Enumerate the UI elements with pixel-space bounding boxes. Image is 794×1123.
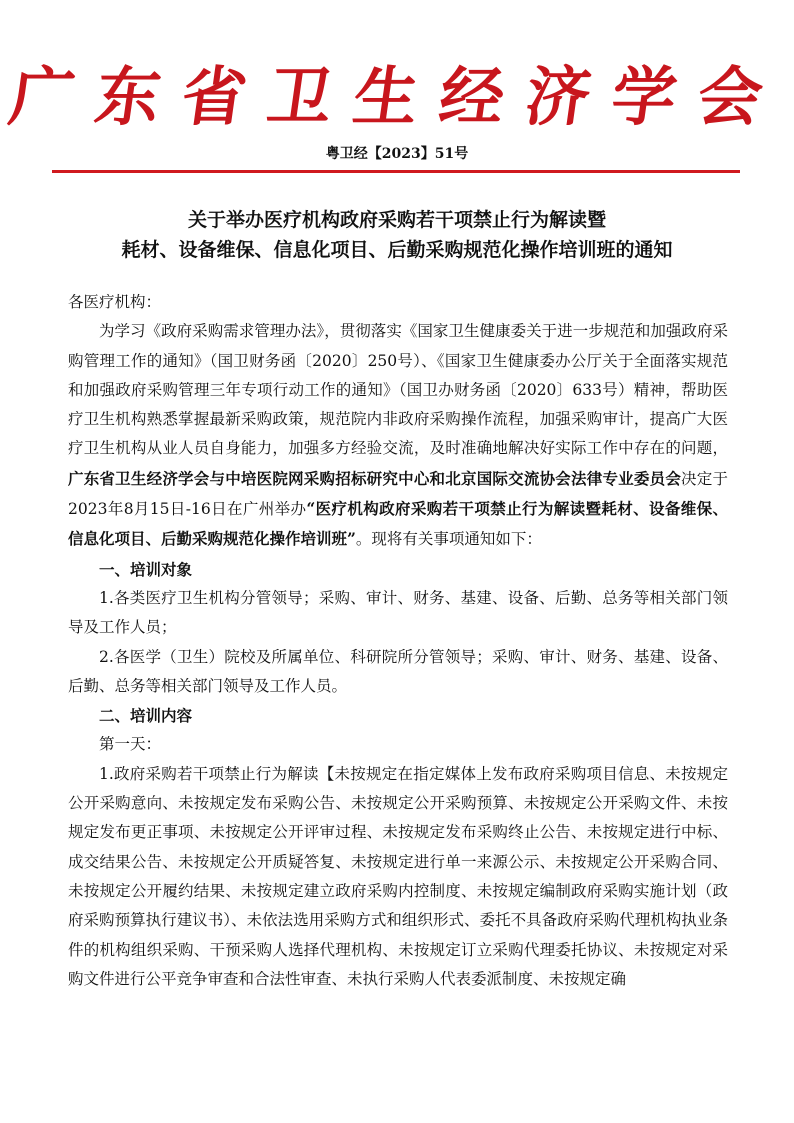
intro-paragraph <box>68 317 728 554</box>
intro-text-3: 。现将有关事项通知如下： <box>355 530 542 549</box>
content-item-1: 1.政府采购若干项禁止行为解读【未按规定在指定媒体上发布政府采购项目信息、未按规定公开采购意向、未按规定发布采购公告、未按规定公开采购预算、未按规定公开采购文件、未按规定发布更正事项、未按规定公开评审过程、未按规定发布采购终止公告、未按规定进行中标、成交结果公告、未按规定公开质疑答复、未按规定进行单一来源公示、未按规定公开采购合同、未按规定公开履约结果、未按规定建立政府采购内控制度、未按规定编制政府采购实施计划（政府采购预算执行建议书）、未依法选用采购方式和组织形式、委托不具备政府采购代理机构执业条件的机构组织采购、干预采购人选择代理机构、未按规定订立采购代理委托协议、未按规定对采购文件进行公平竞争审查和合法性审查、未执行采购人代表委派制度、未按规定确 <box>68 764 728 988</box>
notice-title <box>40 205 754 265</box>
target-item-2: 2.各医学（卫生）院校及所属单位、科研院所分管领导；采购、审计、财务、基建、设备、后勤、总务等相关部门领导及工作人员。 <box>68 647 728 695</box>
day-label: 第一天： <box>99 735 162 754</box>
notice-body <box>68 288 728 994</box>
title-line-2: 耗材、设备维保、信息化项目、后勤采购规范化操作培训班的通知 <box>121 239 673 261</box>
section-heading-2: 二、培训内容 <box>99 706 193 726</box>
intro-text-1: 为学习《政府采购需求管理办法》，贯彻落实《国家卫生健康委关于进一步规范和加强政府采购管理工作的通知》（国卫财务函〔2020〕250号）、《国家卫生健康委办公厅关于全面落实规范和加强政府采购管理三年专项行动工作的通知》（国卫办财务函〔2020〕633号）精神，帮助医疗卫生机构熟悉掌握最新采购政策，规范院内非政府采购操作流程，加强采购审计，提高广大医疗卫生机构从业人员自身能力，加强多方经验交流，及时准确地解决好实际工作中存在的问题， <box>68 322 728 458</box>
target-item-1: 1.各类医疗卫生机构分管领导；采购、审计、财务、基建、设备、后勤、总务等相关部门领导及工作人员； <box>68 588 728 637</box>
salutation: 各医疗机构： <box>68 293 162 311</box>
masthead-title: 广东省卫生经济学会 <box>4 60 790 135</box>
organizer-names: 广东省卫生经济学会与中培医院网采购招标研究中心和北京国际交流协会法律专业委员会 <box>68 468 682 488</box>
red-divider-line <box>52 170 740 173</box>
title-line-1: 关于举办医疗机构政府采购若干项禁止行为解读暨 <box>187 209 606 231</box>
document-number: 粤卫经【2023】51号 <box>325 146 469 162</box>
intro-text-2: 决定于2023年8月15日-16日在广州举办 <box>68 469 728 519</box>
training-name: “医疗机构政府采购若干项禁止行为解读暨耗材、设备维保、信息化项目、后勤采购规范化操作培训班” <box>68 499 728 549</box>
section-heading-1: 一、培训对象 <box>99 559 193 579</box>
